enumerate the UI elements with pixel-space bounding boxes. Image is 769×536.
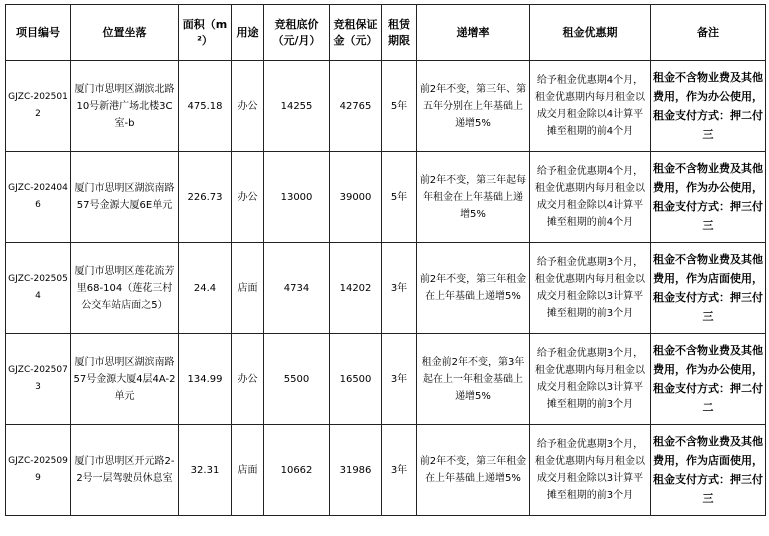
cell-location: 厦门市思明区开元路2-2号一层驾驶员休息室 [71, 425, 179, 516]
cell-base-rent: 10662 [264, 425, 330, 516]
cell-use: 店面 [232, 425, 264, 516]
cell-use: 办公 [232, 61, 264, 152]
table-row [6, 243, 766, 334]
cell-increase: 前2年不变，第三年起每年租金在上年基础上递增5% [417, 152, 530, 243]
header-remark: 备注 [651, 5, 766, 61]
header-area: 面积（m²） [179, 5, 232, 61]
cell-term: 3年 [382, 243, 417, 334]
header-base-rent: 竞租底价（元/月） [264, 5, 330, 61]
cell-discount: 给予租金优惠期4个月，租金优惠期内每月租金以成交月租金除以4计算平摊至租期的前4个月 [530, 61, 651, 152]
cell-use: 办公 [232, 152, 264, 243]
header-discount: 租金优惠期 [530, 5, 651, 61]
table-row [6, 152, 766, 243]
cell-remark: 租金不含物业费及其他费用，作为店面使用，租金支付方式：押三付三 [651, 425, 766, 516]
cell-discount: 给予租金优惠期4个月，租金优惠期内每月租金以成交月租金除以4计算平摊至租期的前4个月 [530, 152, 651, 243]
cell-term: 3年 [382, 425, 417, 516]
cell-base-rent: 4734 [264, 243, 330, 334]
header-term: 租赁期限 [382, 5, 417, 61]
cell-use: 办公 [232, 334, 264, 425]
cell-remark: 租金不含物业费及其他费用，作为办公使用，租金支付方式：押二付三 [651, 61, 766, 152]
cell-area: 226.73 [179, 152, 232, 243]
cell-remark: 租金不含物业费及其他费用，作为办公使用，租金支付方式：押三付三 [651, 152, 766, 243]
cell-id: GJZC-2025073 [6, 334, 71, 425]
cell-use: 店面 [232, 243, 264, 334]
table-row [6, 61, 766, 152]
cell-base-rent: 14255 [264, 61, 330, 152]
cell-increase: 前2年不变，第三年租金在上年基础上递增5% [417, 425, 530, 516]
cell-id: GJZC-2024046 [6, 152, 71, 243]
table-row [6, 334, 766, 425]
cell-term: 3年 [382, 334, 417, 425]
cell-location: 厦门市思明区湖滨南路57号金源大厦6E单元 [71, 152, 179, 243]
cell-remark: 租金不含物业费及其他费用，作为店面使用，租金支付方式：押三付三 [651, 243, 766, 334]
cell-deposit: 31986 [330, 425, 382, 516]
cell-increase: 前2年不变，第三年、第五年分别在上年基础上递增5% [417, 61, 530, 152]
cell-increase: 租金前2年不变，第3年起在上一年租金基础上递增5% [417, 334, 530, 425]
lease-table [5, 4, 766, 516]
cell-term: 5年 [382, 152, 417, 243]
cell-discount: 给予租金优惠期3个月，租金优惠期内每月租金以成交月租金除以3计算平摊至租期的前3个月 [530, 334, 651, 425]
header-row [6, 5, 766, 61]
cell-location: 厦门市思明区湖滨南路57号金源大厦4层4A-2单元 [71, 334, 179, 425]
header-increase: 递增率 [417, 5, 530, 61]
table-row [6, 425, 766, 516]
cell-term: 5年 [382, 61, 417, 152]
cell-base-rent: 13000 [264, 152, 330, 243]
header-id: 项目编号 [6, 5, 71, 61]
cell-location: 厦门市思明区莲花流芳里68-104（莲花三村公交车站店面之5） [71, 243, 179, 334]
cell-discount: 给予租金优惠期3个月，租金优惠期内每月租金以成交月租金除以3计算平摊至租期的前3个月 [530, 243, 651, 334]
cell-area: 475.18 [179, 61, 232, 152]
cell-deposit: 42765 [330, 61, 382, 152]
cell-remark: 租金不含物业费及其他费用，作为办公使用，租金支付方式：押二付二 [651, 334, 766, 425]
cell-deposit: 16500 [330, 334, 382, 425]
cell-id: GJZC-2025054 [6, 243, 71, 334]
header-location: 位置坐落 [71, 5, 179, 61]
cell-area: 24.4 [179, 243, 232, 334]
cell-id: GJZC-2025099 [6, 425, 71, 516]
cell-location: 厦门市思明区湖滨北路10号新港广场北楼3C室-b [71, 61, 179, 152]
header-deposit: 竞租保证金（元） [330, 5, 382, 61]
cell-deposit: 39000 [330, 152, 382, 243]
cell-increase: 前2年不变，第三年租金在上年基础上递增5% [417, 243, 530, 334]
cell-deposit: 14202 [330, 243, 382, 334]
cell-discount: 给予租金优惠期3个月，租金优惠期内每月租金以成交月租金除以3计算平摊至租期的前3个月 [530, 425, 651, 516]
cell-area: 134.99 [179, 334, 232, 425]
cell-id: GJZC-2025012 [6, 61, 71, 152]
header-use: 用途 [232, 5, 264, 61]
cell-base-rent: 5500 [264, 334, 330, 425]
cell-area: 32.31 [179, 425, 232, 516]
